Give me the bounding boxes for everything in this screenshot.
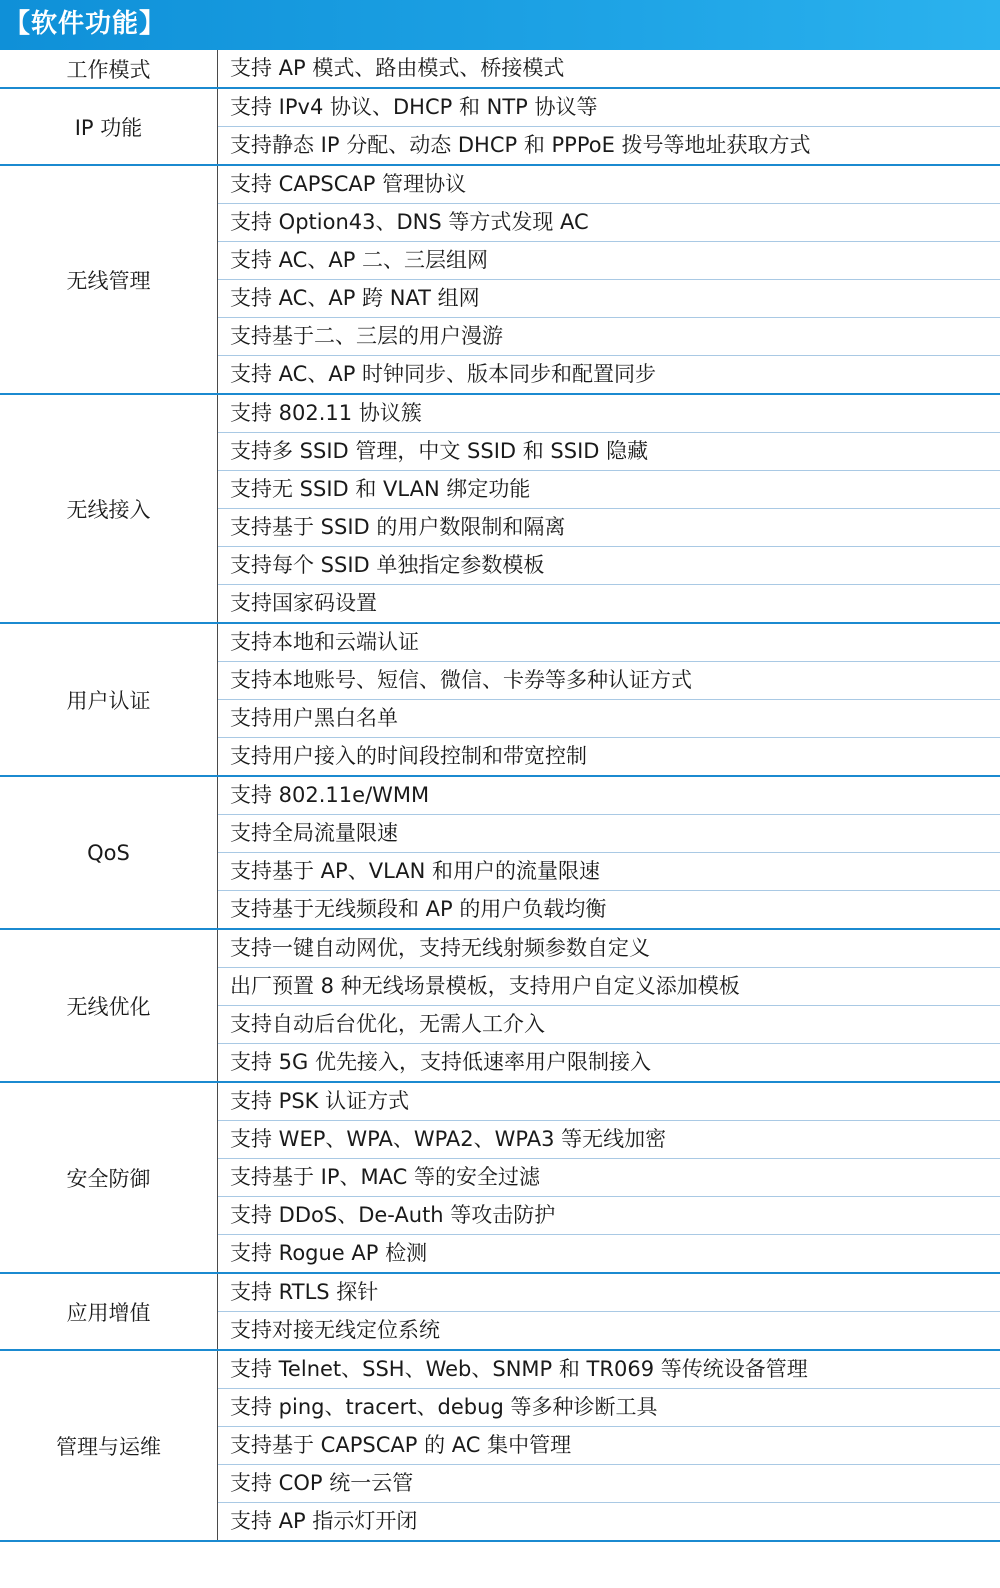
feature-item: 支持国家码设置 (230, 591, 377, 615)
feature-category-label: 无线管理 (0, 166, 218, 393)
feature-item-list (218, 624, 1000, 775)
feature-item: 支持自动后台优化，无需人工介入 (218, 1006, 1000, 1044)
feature-category-label: 无线优化 (0, 930, 218, 1081)
feature-item: 支持基于 AP、VLAN 和用户的流量限速 (218, 853, 1000, 891)
feature-category-label: 安全防御 (0, 1083, 218, 1272)
section-header (0, 0, 1000, 50)
feature-group (0, 1083, 1000, 1274)
feature-item-list (218, 930, 1000, 1081)
feature-category-label: 管理与运维 (0, 1351, 218, 1540)
feature-item-list (218, 1083, 1000, 1272)
feature-item: 支持基于 IP、MAC 等的安全过滤 (218, 1159, 1000, 1197)
feature-item-list (218, 50, 1000, 87)
feature-group (0, 1274, 1000, 1351)
feature-item: 支持 AC、AP 二、三层组网 (218, 242, 1000, 280)
feature-item: 支持 Telnet、SSH、Web、SNMP 和 TR069 等传统设备管理 (218, 1351, 1000, 1389)
feature-item-list (218, 1351, 1000, 1540)
feature-group (0, 50, 1000, 89)
feature-item: 出厂预置 8 种无线场景模板，支持用户自定义添加模板 (218, 968, 1000, 1006)
feature-item: 支持本地账号、短信、微信、卡券等多种认证方式 (218, 662, 1000, 700)
feature-category-label: 无线接入 (0, 395, 218, 622)
feature-item: 支持用户接入的时间段控制和带宽控制 (230, 744, 587, 768)
feature-item: 支持多 SSID 管理，中文 SSID 和 SSID 隐藏 (218, 433, 1000, 471)
feature-item: 支持本地和云端认证 (218, 624, 1000, 662)
feature-item: 支持静态 IP 分配、动态 DHCP 和 PPPoE 拨号等地址获取方式 (230, 133, 811, 157)
feature-item-list (218, 777, 1000, 928)
feature-item-list (218, 1274, 1000, 1349)
feature-item: 支持 AP 模式、路由模式、桥接模式 (230, 56, 565, 80)
feature-item: 支持基于 CAPSCAP 的 AC 集中管理 (218, 1427, 1000, 1465)
feature-item-list (218, 166, 1000, 393)
feature-table (0, 50, 1000, 1542)
feature-category-label: 应用增值 (0, 1274, 218, 1349)
feature-item: 支持 COP 统一云管 (218, 1465, 1000, 1503)
feature-item: 支持 ping、tracert、debug 等多种诊断工具 (218, 1389, 1000, 1427)
feature-item: 支持 IPv4 协议、DHCP 和 NTP 协议等 (218, 89, 1000, 127)
feature-group (0, 395, 1000, 624)
feature-item: 支持 5G 优先接入，支持低速率用户限制接入 (230, 1050, 651, 1074)
feature-group (0, 777, 1000, 930)
feature-group (0, 166, 1000, 395)
feature-item: 支持 Option43、DNS 等方式发现 AC (218, 204, 1000, 242)
feature-item: 支持 802.11 协议簇 (218, 395, 1000, 433)
feature-group (0, 89, 1000, 166)
feature-item: 支持 802.11e/WMM (218, 777, 1000, 815)
feature-item: 支持 RTLS 探针 (218, 1274, 1000, 1312)
feature-item: 支持 DDoS、De-Auth 等攻击防护 (218, 1197, 1000, 1235)
feature-item-list (218, 89, 1000, 164)
feature-item: 支持 WEP、WPA、WPA2、WPA3 等无线加密 (218, 1121, 1000, 1159)
feature-item: 支持 AC、AP 跨 NAT 组网 (218, 280, 1000, 318)
feature-item: 支持 Rogue AP 检测 (230, 1241, 428, 1265)
feature-category-label: IP 功能 (0, 89, 218, 164)
feature-category-label: QoS (0, 777, 218, 928)
feature-group (0, 1351, 1000, 1542)
feature-item: 支持基于 SSID 的用户数限制和隔离 (218, 509, 1000, 547)
feature-group (0, 930, 1000, 1083)
feature-item: 支持基于无线频段和 AP 的用户负载均衡 (230, 897, 607, 921)
feature-item: 支持每个 SSID 单独指定参数模板 (218, 547, 1000, 585)
feature-category-label: 用户认证 (0, 624, 218, 775)
feature-item: 支持用户黑白名单 (218, 700, 1000, 738)
feature-item: 支持对接无线定位系统 (230, 1318, 440, 1342)
feature-item: 支持基于二、三层的用户漫游 (218, 318, 1000, 356)
feature-item: 支持一键自动网优，支持无线射频参数自定义 (218, 930, 1000, 968)
feature-item: 支持无 SSID 和 VLAN 绑定功能 (218, 471, 1000, 509)
feature-item: 支持 PSK 认证方式 (218, 1083, 1000, 1121)
feature-item-list (218, 395, 1000, 622)
feature-group (0, 624, 1000, 777)
feature-item: 支持全局流量限速 (218, 815, 1000, 853)
feature-item: 支持 CAPSCAP 管理协议 (218, 166, 1000, 204)
feature-item: 支持 AP 指示灯开闭 (230, 1509, 418, 1533)
section-title: 【软件功能】 (4, 9, 167, 39)
feature-item: 支持 AC、AP 时钟同步、版本同步和配置同步 (230, 362, 657, 386)
feature-category-label: 工作模式 (0, 50, 218, 87)
